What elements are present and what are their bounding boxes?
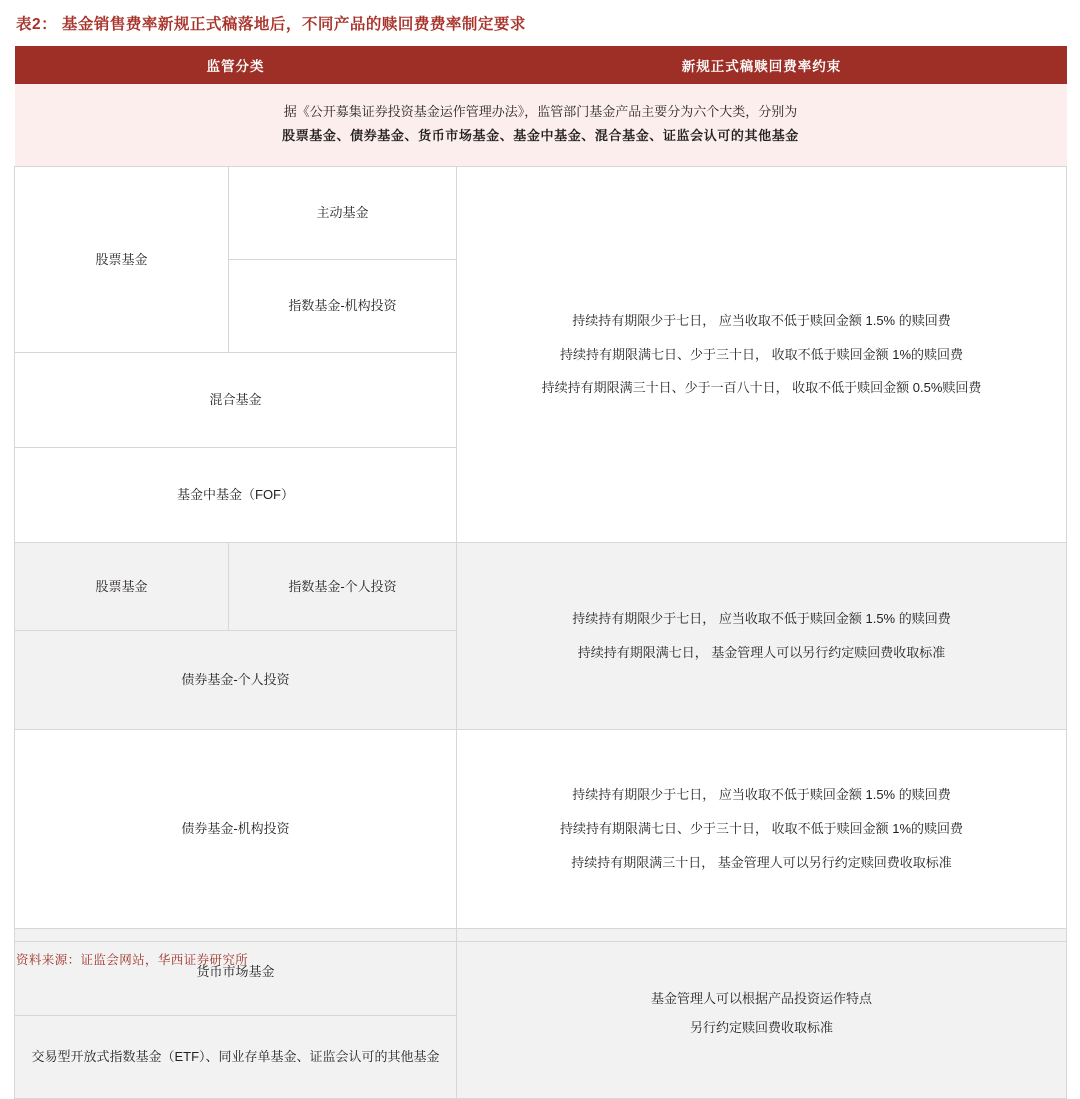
intro-row xyxy=(15,84,1067,167)
table-header-row xyxy=(15,46,1067,84)
header-cell-category: 监管分类 xyxy=(15,46,457,84)
category-cell: 交易型开放式指数基金（ETF）、同业存单基金、证监会认可的其他基金 xyxy=(15,1016,457,1099)
table-row xyxy=(15,543,1067,631)
rule-cell xyxy=(457,167,1067,543)
rule-line: 持续持有期限满七日、少于三十日， 收取不低于赎回金额 1%的赎回费 xyxy=(559,346,963,362)
rule-line: 持续持有期限满七日， 基金管理人可以另行约定赎回费收取标准 xyxy=(577,645,946,661)
rule-line: 持续持有期限少于七日， 应当收取不低于赎回金额 1.5% 的赎回费 xyxy=(572,787,951,803)
intro-line-1: 据《公开募集证券投资基金运作管理办法》，监管部门基金产品主要分为六个大类，分别为 xyxy=(283,104,798,119)
footer-divider xyxy=(14,941,1066,942)
rule-line: 另行约定赎回费收取标准 xyxy=(689,1019,833,1035)
subcategory-cell: 指数基金-个人投资 xyxy=(229,543,457,631)
category-cell: 股票基金 xyxy=(15,543,229,631)
rule-line: 持续持有期限满三十日、少于一百八十日， 收取不低于赎回金额 0.5%赎回费 xyxy=(541,380,982,396)
rule-cell xyxy=(457,730,1067,929)
rule-line: 持续持有期限少于七日， 应当收取不低于赎回金额 1.5% 的赎回费 xyxy=(572,312,951,328)
source-note: 资料来源：证监会网站，华西证券研究所 xyxy=(16,953,249,967)
intro-cell xyxy=(15,84,1067,167)
header-cell-rule: 新规正式稿赎回费率约束 xyxy=(457,46,1067,84)
rule-cell xyxy=(457,929,1067,1099)
category-cell: 混合基金 xyxy=(15,353,457,448)
category-cell: 基金中基金（FOF） xyxy=(15,448,457,543)
rule-line: 持续持有期限满三十日， 基金管理人可以另行约定赎回费收取标准 xyxy=(571,854,952,870)
subcategory-cell: 指数基金-机构投资 xyxy=(229,260,457,353)
category-cell: 货币市场基金 xyxy=(15,929,457,1016)
rule-line: 基金管理人可以根据产品投资运作特点 xyxy=(650,991,872,1006)
table-row xyxy=(15,167,1067,260)
subcategory-cell: 主动基金 xyxy=(229,167,457,260)
page-title: 表2： 基金销售费率新规正式稿落地后，不同产品的赎回费费率制定要求 xyxy=(16,16,526,33)
intro-line-2: 股票基金、债券基金、货币市场基金、基金中基金、混合基金、证监会认可的其他基金 xyxy=(282,128,799,144)
category-cell: 股票基金 xyxy=(15,167,229,353)
rule-line: 持续持有期限满七日、少于三十日， 收取不低于赎回金额 1%的赎回费 xyxy=(559,821,963,837)
category-cell: 债券基金-个人投资 xyxy=(15,631,457,730)
rule-line: 持续持有期限少于七日， 应当收取不低于赎回金额 1.5% 的赎回费 xyxy=(572,611,951,627)
category-cell: 债券基金-机构投资 xyxy=(15,730,457,929)
table-row xyxy=(15,730,1067,929)
rule-cell xyxy=(457,543,1067,730)
